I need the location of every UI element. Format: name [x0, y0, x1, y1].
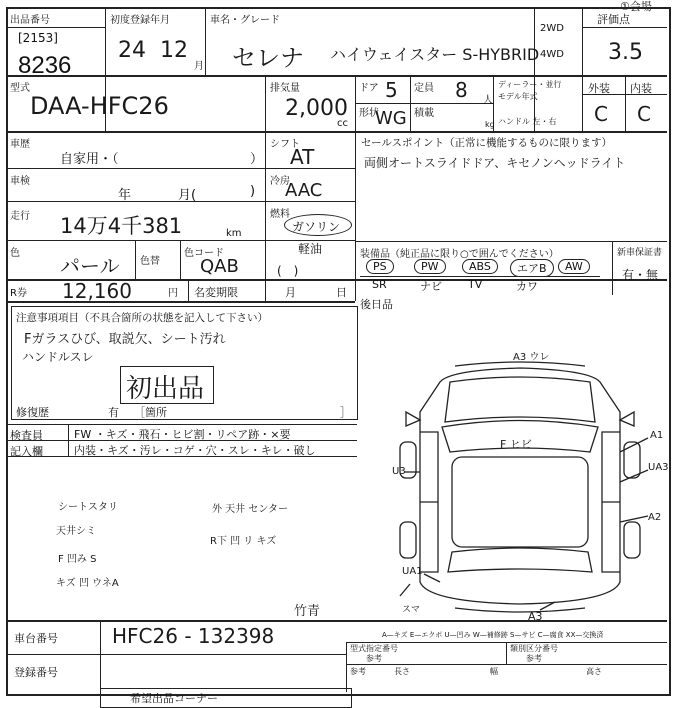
- lot-number: 8236: [18, 52, 72, 79]
- equipment-row-2: [366, 278, 606, 292]
- handle-label: ハンドル 左・右: [498, 117, 557, 126]
- class-ref-label: 類別区分番号: [510, 644, 558, 653]
- chassis-number: HFC26 - 132398: [112, 624, 275, 648]
- repair-close: ］: [340, 406, 351, 419]
- reg-exp-day: 日: [336, 286, 347, 299]
- mileage-label: 走行: [10, 211, 30, 222]
- shape-label: 形状: [359, 108, 379, 119]
- equipment-row-1: [366, 259, 606, 275]
- int-grade: C: [637, 102, 651, 126]
- reg-exp-month: 月: [285, 286, 296, 299]
- fuel-label: 燃料: [270, 209, 290, 220]
- chassis-label: 車台番号: [14, 632, 58, 645]
- equipment-item: PW: [414, 259, 446, 274]
- month-unit: 月: [194, 61, 204, 72]
- dealer-label: ディーラー・並行: [498, 80, 562, 89]
- mileage: 14万4千381: [60, 214, 183, 238]
- hw-note-7: 竹青: [294, 604, 321, 619]
- recycle-value: 12,160: [62, 279, 132, 303]
- registration-label: 登録番号: [14, 666, 58, 679]
- yen-unit: 円: [168, 288, 178, 299]
- after-items-label: 後日品: [360, 298, 393, 311]
- diagram-ua1: UA1: [402, 566, 423, 577]
- length-label: 長さ: [394, 667, 410, 676]
- hw-note-6: R下 凹 リ キズ: [210, 536, 277, 547]
- first-listing: 初出品: [126, 374, 205, 404]
- equipment-item: AW: [558, 259, 590, 274]
- first-reg-year: 24: [118, 38, 146, 63]
- fuel-circle: [284, 214, 352, 236]
- shift: AT: [290, 145, 315, 169]
- equipment-item: SR: [372, 278, 387, 291]
- width-label: 幅: [490, 667, 498, 676]
- grade: ハイウェイスター S-HYBRID: [330, 45, 540, 64]
- equipment-item: エアB: [510, 259, 554, 277]
- car-name: セレナ: [232, 44, 304, 72]
- diagram-u3: U3: [392, 466, 406, 477]
- damage-legend: A—キズ E—エクボ U—凹み W—補修跡 S—サビ C—腐食 XX—交換済: [382, 631, 604, 639]
- int-label: 内装: [630, 82, 652, 95]
- equip-label: 装備品（純正品に限り○で囲んでください）: [360, 249, 559, 260]
- class-ref-sub: 参考: [526, 654, 542, 663]
- lot-no-label: 出品番号: [10, 15, 50, 26]
- height-label: 高さ: [586, 667, 602, 676]
- reg-exp-label: 名変期限: [194, 286, 238, 299]
- fuel-paren: ( ): [277, 264, 299, 278]
- ext-grade: C: [594, 102, 608, 126]
- notes-line-2: ハンドルスレ: [22, 350, 94, 364]
- fuel-gasoline: ガソリン: [292, 220, 341, 234]
- inspection-year: 年: [118, 188, 132, 203]
- shift-label: シフト: [270, 139, 300, 150]
- repair-have: 有: [108, 406, 119, 419]
- color-code: QAB: [200, 256, 239, 277]
- model-ref-sub: 参考: [366, 654, 382, 663]
- history-label: 車歴: [10, 139, 30, 150]
- notes-line-1: Fガラスひび、取説欠、シート汚れ: [24, 332, 226, 347]
- check-items: FW ・キズ・飛石・ヒビ割・リペア跡・×要: [74, 428, 291, 441]
- ac: AAC: [285, 180, 323, 201]
- equipment-item: PS: [366, 259, 394, 274]
- doors: 5: [385, 78, 398, 102]
- diagram-a2: A2: [648, 512, 662, 523]
- score-label: 評価点: [597, 13, 630, 26]
- footer-label: 希望出品コーナー: [130, 692, 218, 705]
- sales-points: 両側オートスライドドア、キセノンヘッドライト: [364, 156, 626, 170]
- fuel-diesel: 軽油: [298, 242, 323, 256]
- score: 3.5: [608, 40, 643, 65]
- sales-point-label: セールスポイント（正常に機能するものに限ります）: [361, 137, 613, 149]
- repair-label: 修復歴: [16, 406, 49, 419]
- warranty-label: 新車保証書: [617, 248, 663, 258]
- diagram-a3: A3: [528, 610, 543, 623]
- capacity-unit: 人: [483, 95, 493, 106]
- recycle-label: R券: [10, 288, 27, 299]
- doors-label: ドア: [359, 83, 379, 94]
- diagram-top: A3 ウレ: [513, 352, 550, 363]
- equipment-item: カワ: [516, 280, 538, 293]
- inspection-close: ): [250, 184, 256, 199]
- model-year-label: モデル年式: [498, 92, 538, 101]
- kg-unit: kg: [485, 120, 495, 129]
- first-reg-month: 12: [160, 38, 188, 63]
- car-name-label: 車名・グレード: [210, 15, 280, 26]
- equipment-item: ナビ: [420, 280, 442, 293]
- color-code-label: 色コード: [184, 248, 224, 259]
- hw-note-5: 外 天井 センター: [212, 504, 288, 515]
- hw-note-3: F 凹み S: [58, 554, 97, 565]
- diagram-ua3: UA3: [648, 462, 669, 473]
- drive-2wd: 2WD: [540, 23, 564, 34]
- history-value: 自家用・（: [60, 152, 119, 167]
- ext-label: 外装: [588, 82, 610, 95]
- capacity-label: 定員: [414, 83, 434, 94]
- load-label: 積載: [414, 108, 434, 119]
- history-close: ）: [250, 152, 264, 167]
- color-value: パール: [60, 254, 120, 278]
- ac-label: 冷房: [270, 176, 290, 187]
- venue-note: ①会場: [620, 0, 652, 13]
- km-unit: km: [226, 228, 242, 239]
- lot-no-bracket: [2153]: [18, 31, 58, 45]
- color-label: 色: [10, 248, 20, 259]
- equipment-item: TV: [468, 278, 483, 291]
- cc-unit: cc: [337, 118, 348, 129]
- warranty-value: 有・無: [622, 268, 659, 282]
- color-type-label: 色替: [140, 256, 160, 267]
- shape: WG: [375, 108, 407, 129]
- first-reg-label: 初度登録年月: [110, 15, 170, 26]
- diagram-sma: スマ: [402, 605, 420, 615]
- model-ref-label: 型式指定番号: [350, 644, 398, 653]
- displacement-label: 排気量: [270, 83, 300, 94]
- equipment-item: ABS: [462, 259, 498, 274]
- diagram-fw: F ヒビ: [500, 438, 532, 451]
- model-code: DAA-HFC26: [30, 92, 169, 120]
- inspection-month: 月(: [178, 188, 197, 203]
- capacity: 8: [455, 78, 468, 102]
- car-diagram: [380, 352, 670, 622]
- notes-label: 注意事項項目（不具合箇所の状態を記入して下さい）: [16, 312, 268, 324]
- diagram-a1: A1: [650, 430, 664, 441]
- hw-note-1: シートスタリ: [58, 502, 118, 513]
- inspection-label: 車検: [10, 176, 30, 187]
- drive-4wd: 4WD: [540, 49, 564, 60]
- hw-note-2: 天井シミ: [56, 526, 96, 537]
- inspector-label: 検査員: [10, 429, 43, 442]
- hw-note-4: キズ 凹 ウネA: [56, 578, 119, 589]
- displacement: 2,000: [285, 96, 348, 121]
- model-label: 型式: [10, 83, 30, 94]
- ref-label: 参考: [350, 667, 366, 676]
- record-label: 記入欄: [10, 445, 43, 458]
- interior-items: 内装・キズ・汚レ・コゲ・穴・スレ・キレ・破し: [74, 444, 316, 457]
- repair-location: ［箇所: [134, 406, 167, 419]
